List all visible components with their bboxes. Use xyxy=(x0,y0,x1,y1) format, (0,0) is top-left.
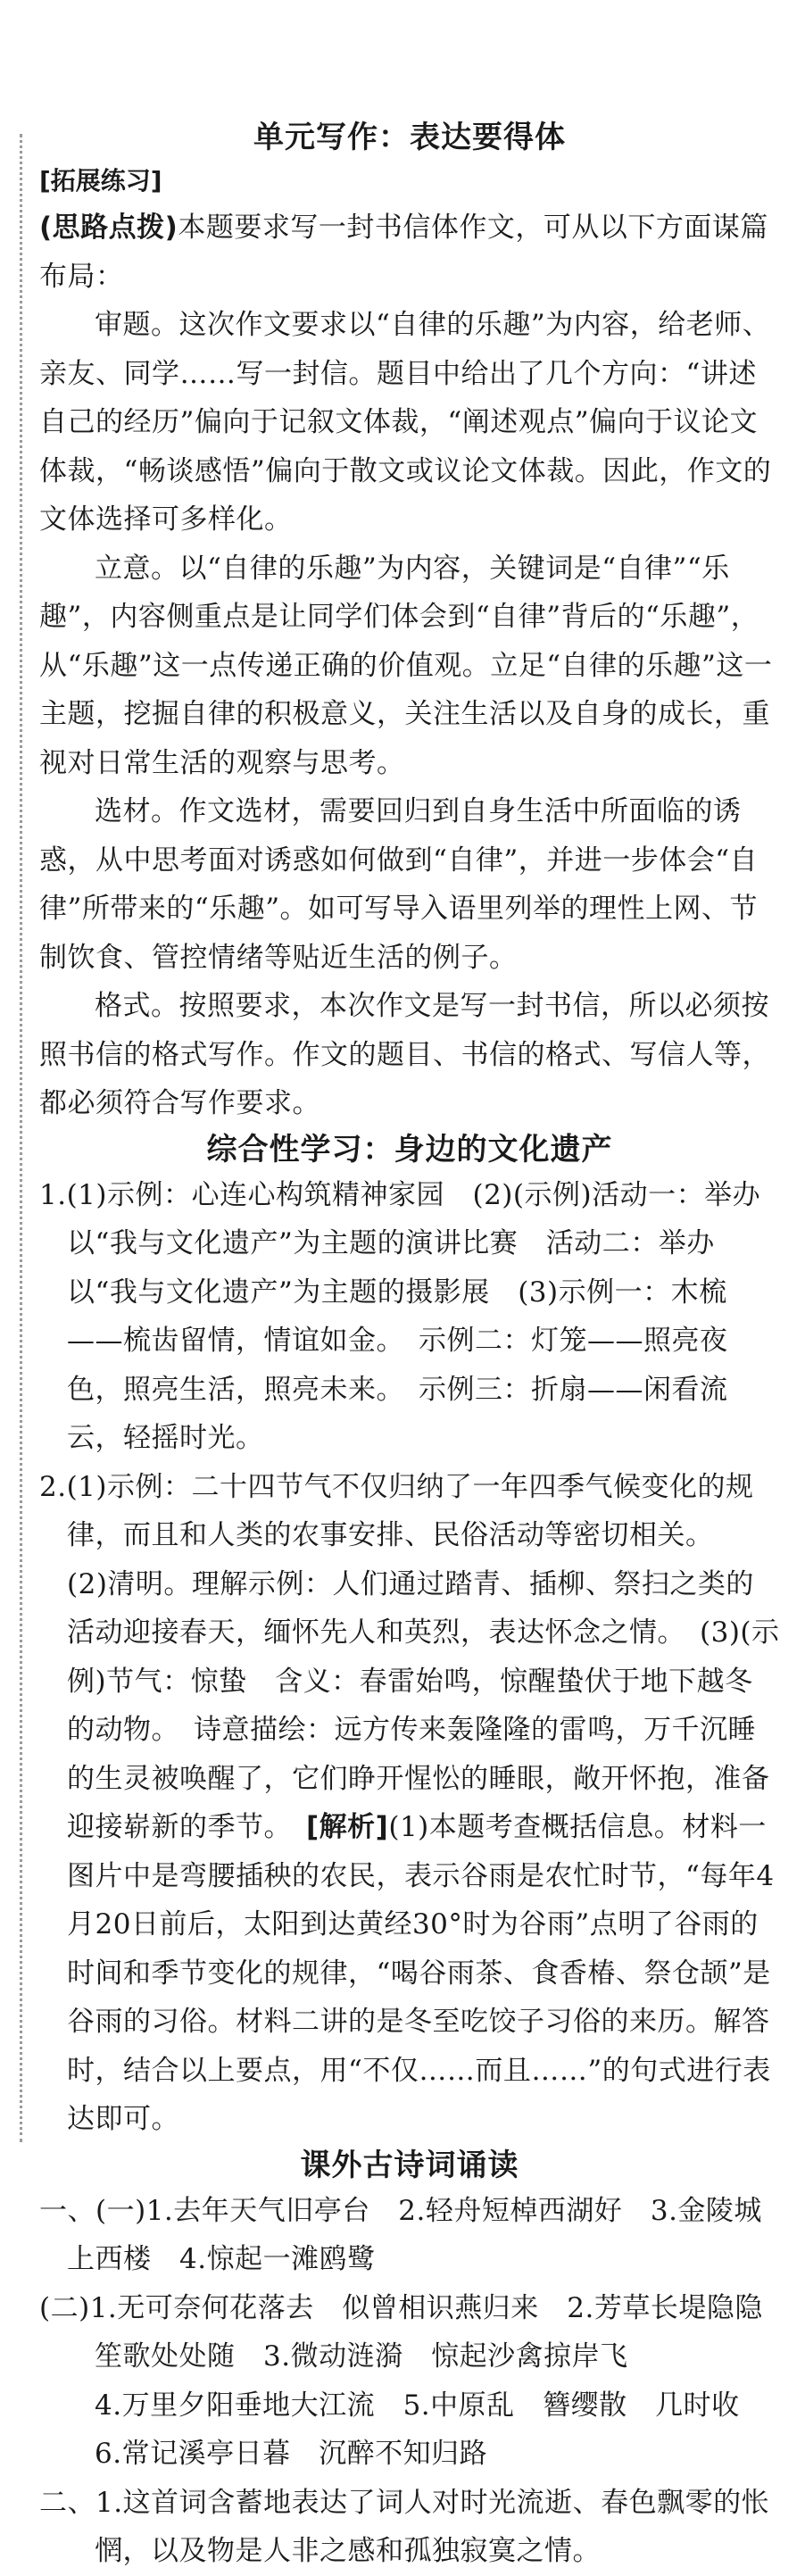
answer-item-2-text: (2)清明。理解示例：人们通过踏青、插柳、祭扫之类的活动迎接春天，缅怀先人和英烈，表达怀念之情。 (3)(示例)节气：惊蛰 含义：春雷始鸣，惊醒蛰伏于地下越冬的动物。 诗意描绘：远方传来轰隆隆的雷鸣，万千沉睡的生灵被唤醒了，它们睁开惺忪的睡眼，敞开怀抱，准备迎接崭新的季节。 xyxy=(67,1567,780,1843)
section-title-heritage: 综合性学习：身边的文化遗产 xyxy=(206,1131,613,1168)
answer-item-2-part1: 2.(1)示例：二十四节气不仅归纳了一年四季气候变化的规律，而且和人类的农事安排、民俗活动等密切相关。 xyxy=(39,1470,754,1551)
paragraph-shenti: 审题。这次作文要求以“自律的乐趣”为内容，给老师、亲友、同学……写一封信。题目中给出了几个方向：“讲述自己的经历”偏向于记叙文体裁，“阐述观点”偏向于议论文体裁，“畅谈感悟”偏向于散文或议论文体裁。因此，作文的文体选择可多样化。 xyxy=(39,309,772,536)
paragraph-xuancai: 选材。作文选材，需要回归到自身生活中所面临的诱惑，从中思考面对诱惑如何做到“自律”，并进一步体会“自律”所带来的“乐趣”。如可写导入语里列举的理性上网、节制饮食、管控情绪等贴近生活的例子。 xyxy=(39,795,759,974)
section-title-writing: 单元写作：表达要得体 xyxy=(253,120,566,155)
margin-dotted-line xyxy=(20,134,22,2142)
section-title-poetry: 课外古诗词诵读 xyxy=(300,2147,519,2183)
thinking-tip-text: 本题要求写一封书信体作文，可从以下方面谋篇布局： xyxy=(39,212,768,293)
paragraph-liyi: 立意。以“自律的乐趣”为内容，关键词是“自律”“乐趣”，内容侧重点是让同学们体会到“自律”背后的“乐趣”，从“乐趣”这一点传递正确的价值观。立足“自律的乐趣”这一主题，挖掘自律的积极意义，关注生活以及自身的成长，重视对日常生活的观察与思考。 xyxy=(39,552,773,779)
poetry-answer-1: 一、(一)1.去年天气旧亭台 2.轻舟短棹西湖好 3.金陵城上西楼 4.惊起一滩鸥鹭 xyxy=(39,2194,762,2275)
answer-item-2-part2 xyxy=(39,1560,780,2144)
thinking-tip xyxy=(39,204,780,301)
extension-practice-tag: [拓展练习] xyxy=(39,166,162,195)
answer-page xyxy=(39,116,780,2576)
analysis-label: [解析] xyxy=(306,1811,389,1843)
analysis-text: (1)本题考查概括信息。材料一图片中是弯腰插秧的农民，表示谷雨是农忙时节，“每年4月20日前后，太阳到达黄经30°时为谷雨”点明了谷雨的时间和季节变化的规律，“喝谷雨茶、食香椿、祭仓颉”是谷雨的习俗。材料二讲的是冬至吃饺子习俗的来历。解答时，结合以上要点，用“不仅……而且……”的句式进行表达即可。 xyxy=(67,1811,775,2135)
answer-item-1: 1.(1)示例：心连心构筑精神家园 (2)(示例)活动一：举办以“我与文化遗产”为主题的演讲比赛 活动二：举办以“我与文化遗产”为主题的摄影展 (3)示例一：木梳——梳齿留情，情谊如金。 示例二：灯笼——照亮夜色，照亮生活，照亮未来。 示例三：折扇——闲看流云，轻摇时光。 xyxy=(39,1178,761,1454)
poetry-answer-3: 4.万里夕阳垂地大江流 5.中原乱 簪缨散 几时收 xyxy=(95,2389,740,2422)
poetry-answer-4: 6.常记溪亭日暮 沉醉不知归路 xyxy=(95,2438,488,2470)
thinking-tip-label: (思路点拨) xyxy=(39,212,178,244)
paragraph-geshi: 格式。按照要求，本次作文是写一封书信，所以必须按照书信的格式写作。作文的题目、书信的格式、写信人等，都必须符合写作要求。 xyxy=(39,990,770,1119)
poetry-answer-2: (二)1.无可奈何花落去 似曾相识燕归来 2.芳草长堤隐隐笙歌处处随 3.微动涟漪 惊起沙禽掠岸飞 xyxy=(39,2291,763,2372)
poetry-answer-5: 二、1.这首词含蓄地表达了词人对时光流逝、春色飘零的怅惘，以及物是人非之感和孤独寂寞之情。 xyxy=(39,2486,770,2567)
